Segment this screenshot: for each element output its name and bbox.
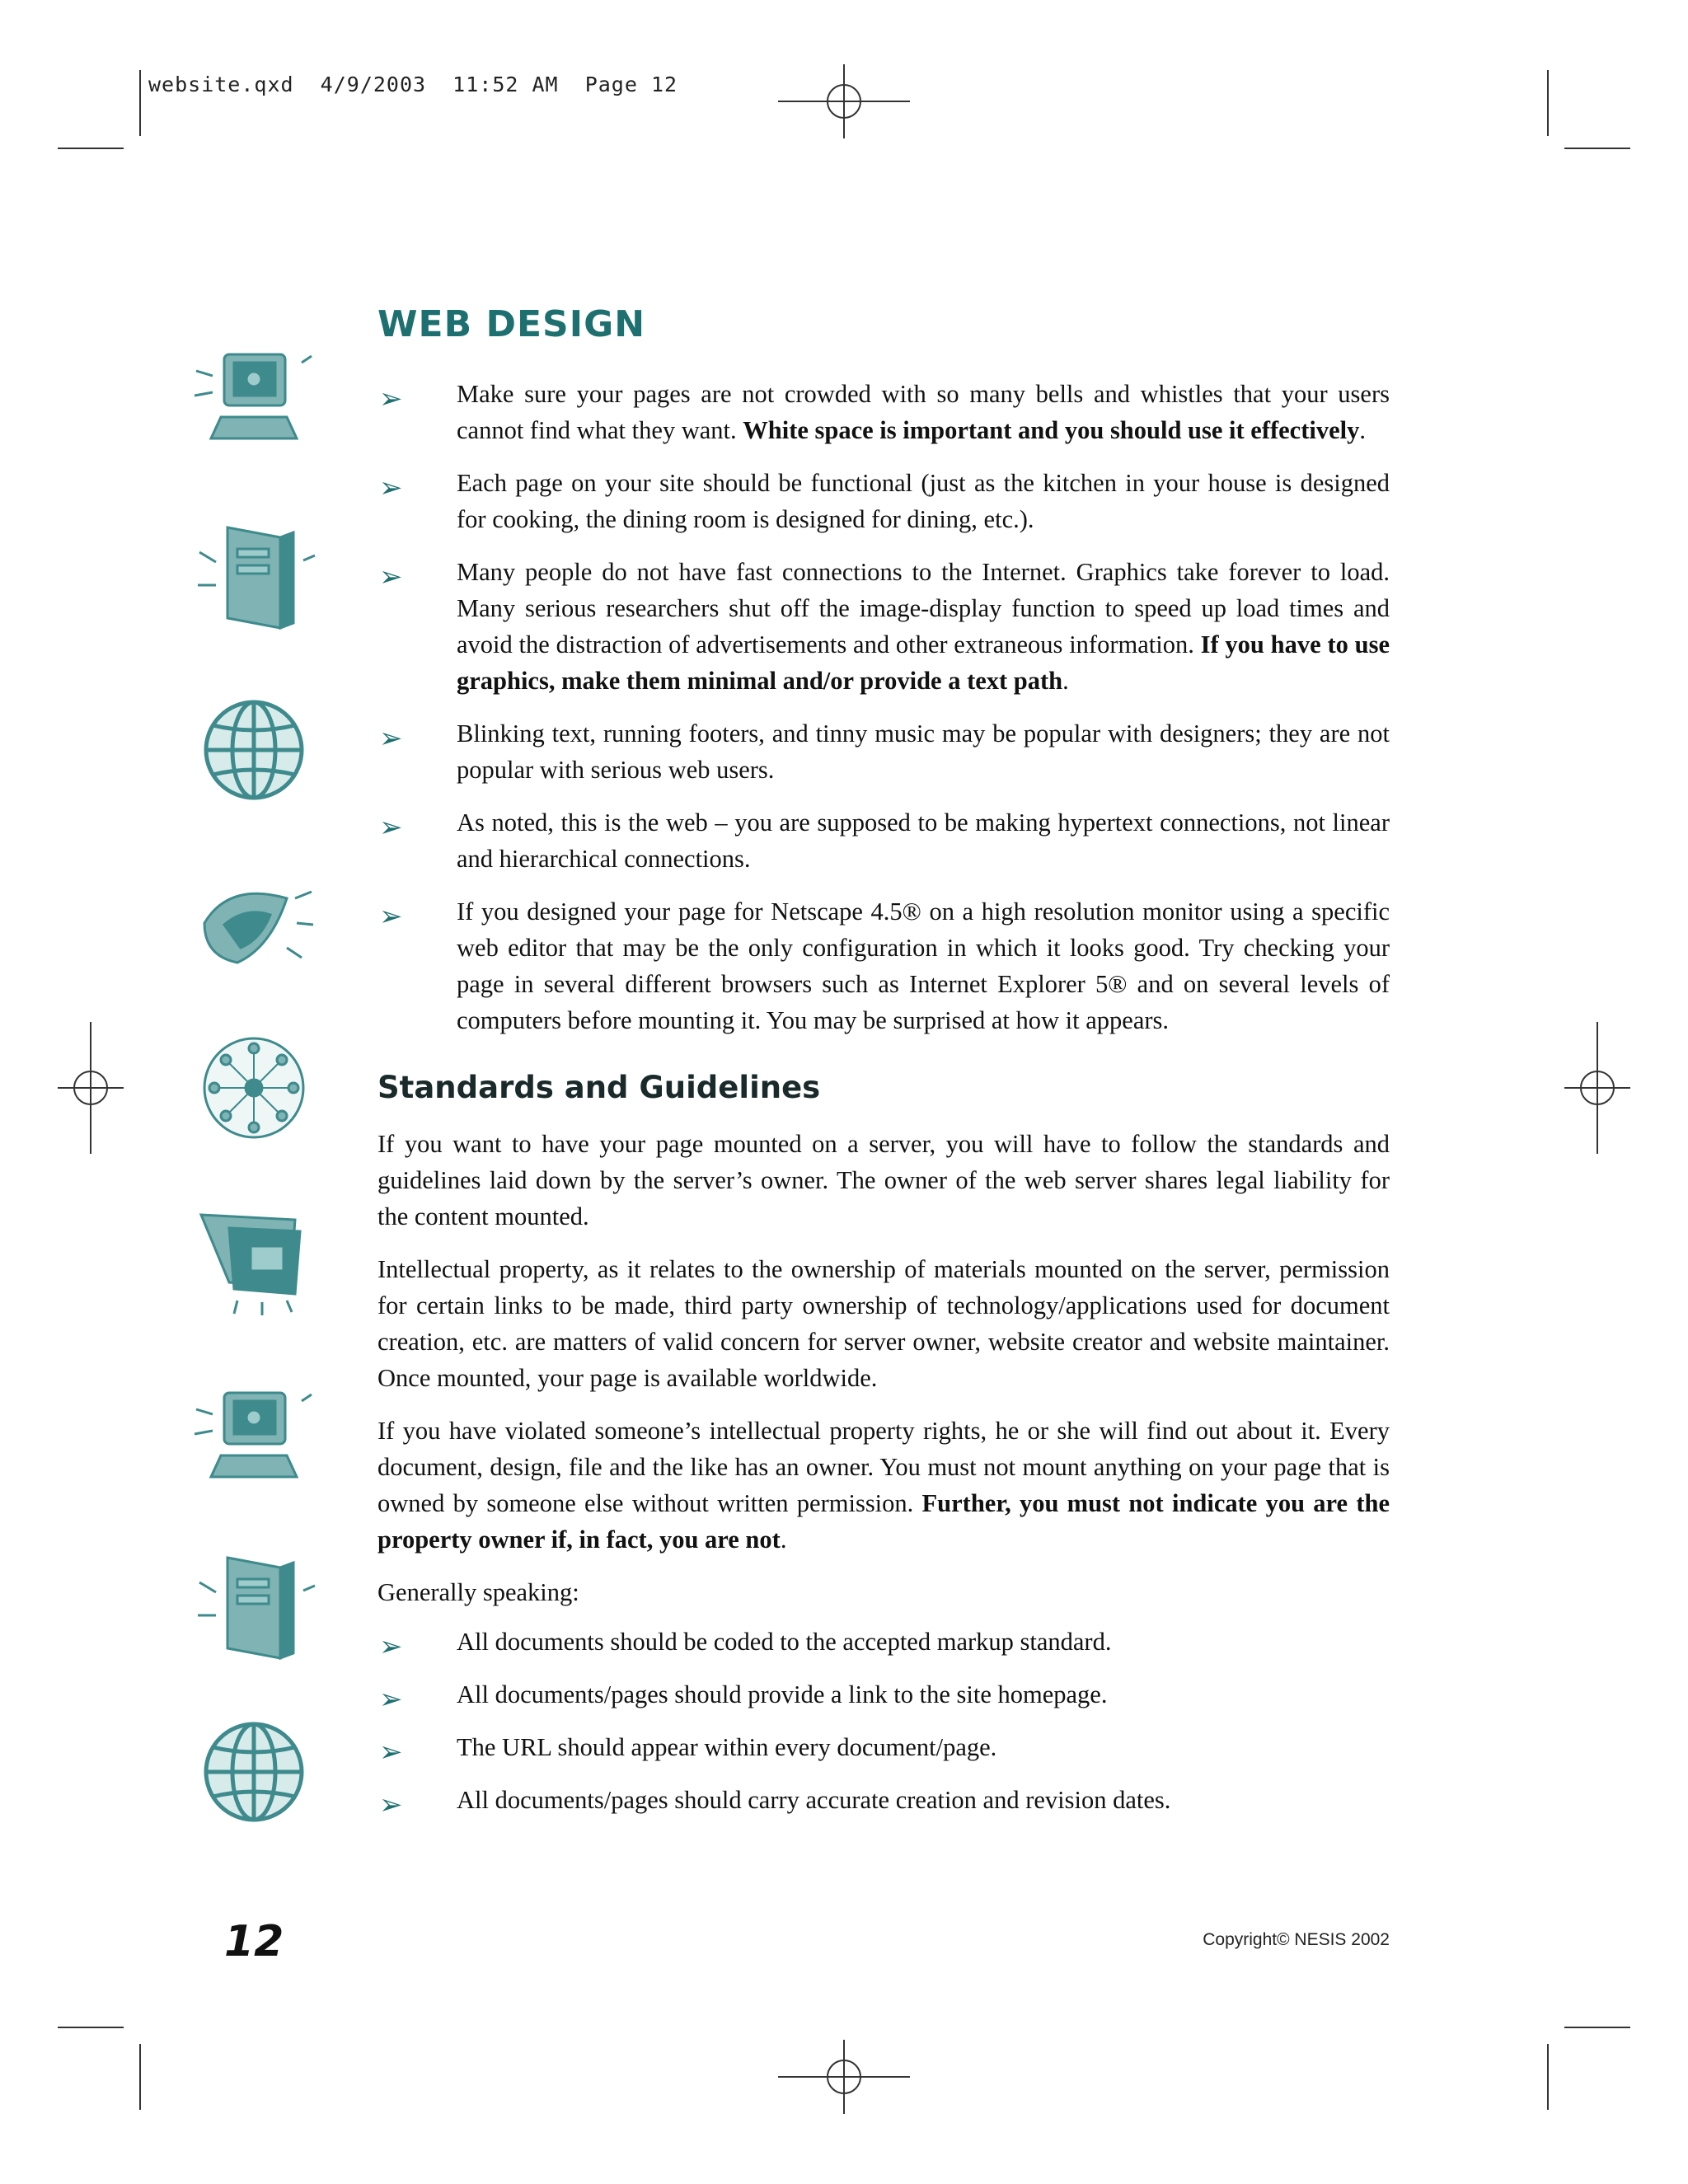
bullet-arrow-icon: ➢	[379, 1683, 403, 1716]
registration-mark-bottom	[778, 2040, 910, 2114]
network-hub-icon	[188, 1030, 320, 1146]
print-slug: website.qxd 4/9/2003 11:52 AM Page 12	[148, 73, 678, 96]
bullet-arrow-icon: ➢	[379, 1736, 403, 1769]
bullet-arrow-icon: ➢	[379, 471, 403, 504]
page-title: WEB DESIGN	[377, 303, 646, 345]
design-bullet-list	[377, 376, 1390, 1038]
paragraph: If you want to have your page mounted on a server, you will have to follow the standards and guidelines laid down by the server’s owner. The owner of the web server shares legal liability for the content mounted.	[377, 1130, 1390, 1230]
copyright-notice: Copyright© NESIS 2002	[1203, 1930, 1390, 1949]
bullet-arrow-icon: ➢	[379, 811, 403, 844]
satellite-dish-icon	[188, 865, 320, 981]
list-item: ➢ Each page on your site should be functional (just as the kitchen in your house is designed for cooking, the dining room is designed for dining, etc.).	[379, 469, 1390, 533]
list-item: ➢ As noted, this is the web – you are supposed to be making hypertext connections, not linear and hierarchical connections.	[379, 808, 1390, 873]
paragraph: If you have violated someone’s intellectual property rights, he or she will find out about it. Every document, design, file and the like has an owner. You must not mount anything on your page that is owned by someone else without written permission. Further, you must not indicate you are the property owner if, in fact, you are not.	[377, 1417, 1390, 1554]
bullet-arrow-icon: ➢	[379, 1630, 403, 1663]
bullet-arrow-icon: ➢	[379, 560, 403, 593]
registration-mark-left	[58, 1022, 124, 1154]
registration-mark-right	[1564, 1022, 1630, 1154]
list-item: ➢ All documents/pages should carry accurate creation and revision dates.	[379, 1786, 1171, 1821]
server-tower-icon	[188, 1549, 320, 1665]
server-tower-icon	[188, 519, 320, 635]
list-item: ➢ Many people do not have fast connections to the Internet. Graphics take forever to load. Many serious researchers shut off the image-display function to speed up load times and avoid the distraction of advertisements and other extraneous information. If you have to use graphics, make them minimal and/or provide a text path.	[379, 558, 1390, 695]
paragraph: Generally speaking:	[377, 1578, 579, 1606]
main-content	[377, 376, 1390, 1835]
globe-icon	[188, 692, 320, 808]
page-number: 12	[224, 1917, 284, 1966]
globe-icon	[188, 1714, 320, 1830]
list-item: ➢ All documents/pages should provide a link to the site homepage.	[379, 1680, 1108, 1716]
section-heading: Standards and Guidelines	[377, 1070, 821, 1105]
list-item: ➢ Make sure your pages are not crowded with so many bells and whistles that your users cannot find what they want. White space is important and you should use it effectively.	[379, 380, 1390, 444]
list-item: ➢ The URL should appear within every document/page.	[379, 1733, 997, 1769]
registration-mark-top	[778, 64, 910, 138]
list-item: ➢ Blinking text, running footers, and tinny music may be popular with designers; they are not popular with serious web users.	[379, 719, 1390, 784]
list-item: ➢ All documents should be coded to the accepted markup standard.	[379, 1628, 1112, 1663]
bullet-arrow-icon: ➢	[379, 1788, 403, 1821]
folder-icon	[188, 1203, 320, 1319]
bullet-arrow-icon: ➢	[379, 722, 403, 755]
computer-icon	[188, 338, 320, 453]
computer-icon	[188, 1376, 320, 1492]
bullet-arrow-icon: ➢	[379, 900, 403, 933]
standards-bullet-list	[377, 1624, 1390, 1821]
list-item: ➢ If you designed your page for Netscape 4.5® on a high resolution monitor using a specific web editor that may be the only configuration in which it looks good. Try checking your page in several different browsers such as Internet Explorer 5® and on several levels of computers before mounting it. You may be surprised at how it appears.	[379, 898, 1390, 1034]
paragraph: Intellectual property, as it relates to the ownership of materials mounted on the server, permission for certain links to be made, third party ownership of technology/applications used for document creation, etc. are matters of valid concern for server owner, website creator and website maintainer. Once mounted, your page is available worldwide.	[377, 1255, 1390, 1392]
bullet-arrow-icon: ➢	[379, 382, 403, 415]
